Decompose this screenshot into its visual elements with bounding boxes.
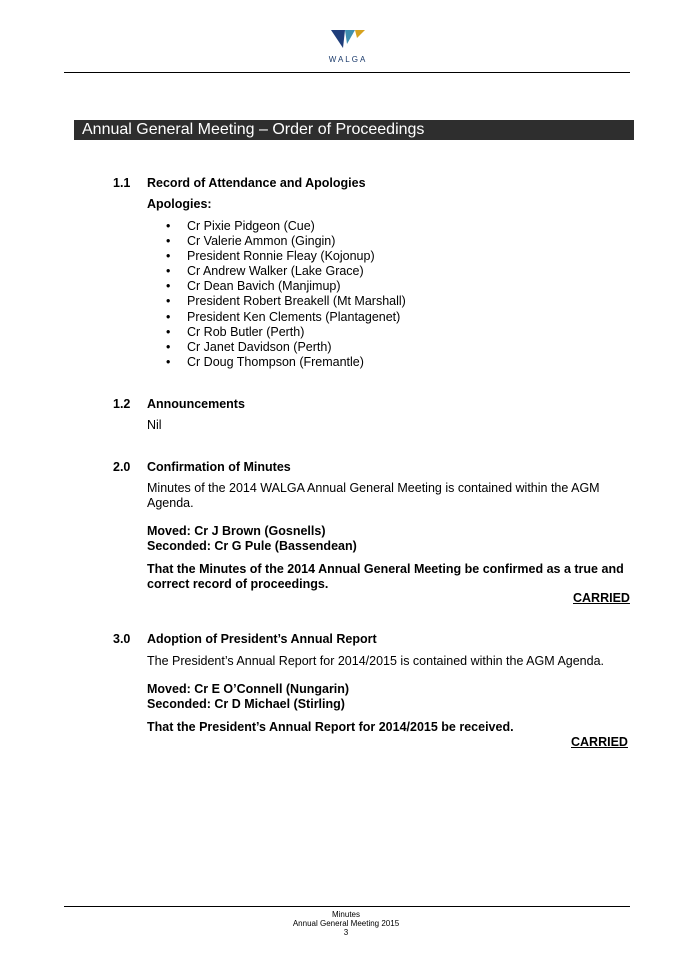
bullet-icon: • [166, 324, 171, 339]
footer-line-2: Annual General Meeting 2015 [292, 919, 400, 928]
list-item: • Cr Valerie Ammon (Gingin) [166, 234, 336, 249]
list-item: • Cr Pixie Pidgeon (Cue) [166, 219, 315, 233]
walga-logo-mark-icon [331, 28, 365, 52]
section-3-0-status: CARRIED [571, 735, 628, 749]
list-item: • President Ken Clements (Plantagenet) [166, 309, 401, 324]
walga-logo [322, 28, 374, 68]
walga-logo-text: WALGA [328, 55, 368, 64]
bullet-icon: • [166, 279, 171, 294]
list-item: • Cr Doug Thompson (Fremantle) [166, 354, 364, 369]
list-item: • Cr Janet Davidson (Perth) [166, 339, 332, 354]
bullet-icon: • [166, 234, 171, 249]
bullet-icon: • [166, 249, 171, 264]
section-2-0-title: Confirmation of Minutes [147, 460, 291, 474]
section-3-0-moved: Moved: Cr E O’Connell (Nungarin) [147, 682, 350, 696]
list-item: • President Ronnie Fleay (Kojonup) [166, 249, 375, 264]
section-2-0-number: 2.0 [113, 460, 131, 474]
bullet-icon: • [166, 219, 171, 233]
footer-rule [64, 906, 630, 907]
page-title: Annual General Meeting – Order of Proceedings [82, 121, 425, 138]
section-2-0-resolution: That the Minutes of the 2014 Annual General Meeting be confirmed as a true and correct record of proceedings. [147, 562, 624, 591]
section-2-0-body: Minutes of the 2014 WALGA Annual General Meeting is contained within the AGM Agenda. [147, 481, 600, 510]
apologies-list [166, 219, 406, 370]
bullet-icon: • [166, 354, 171, 369]
bullet-icon: • [166, 264, 171, 279]
section-title-bar [74, 120, 634, 140]
announcements-body: Nil [147, 418, 162, 432]
section-3-0-resolution: That the President’s Annual Report for 2014/2015 be received. [147, 720, 514, 734]
section-1-2-title: Announcements [147, 397, 245, 411]
section-2-0-moved: Moved: Cr J Brown (Gosnells) [147, 524, 326, 538]
section-3-0-seconded: Seconded: Cr D Michael (Stirling) [147, 697, 345, 711]
section-2-0-seconded: Seconded: Cr G Pule (Bassendean) [147, 539, 357, 553]
section-1-1-title: Record of Attendance and Apologies [147, 176, 366, 190]
bullet-icon: • [166, 309, 171, 324]
section-3-0-number: 3.0 [113, 632, 131, 646]
list-item: • Cr Rob Butler (Perth) [166, 324, 305, 339]
page-number: 3 [343, 928, 349, 937]
list-item: • President Robert Breakell (Mt Marshall) [166, 294, 406, 309]
section-1-1-number: 1.1 [113, 176, 131, 190]
section-2-0-status: CARRIED [573, 591, 630, 605]
header-rule [64, 72, 630, 73]
section-3-0-body: The President’s Annual Report for 2014/2015 is contained within the AGM Agenda. [147, 654, 605, 668]
section-1-2-number: 1.2 [113, 397, 131, 411]
apologies-label: Apologies: [147, 197, 212, 211]
footer-line-1: Minutes [331, 910, 360, 919]
list-item: • Cr Dean Bavich (Manjimup) [166, 279, 341, 294]
section-3-0-title: Adoption of President’s Annual Report [147, 632, 377, 646]
bullet-icon: • [166, 294, 171, 309]
bullet-icon: • [166, 339, 171, 354]
list-item: • Cr Andrew Walker (Lake Grace) [166, 264, 364, 279]
